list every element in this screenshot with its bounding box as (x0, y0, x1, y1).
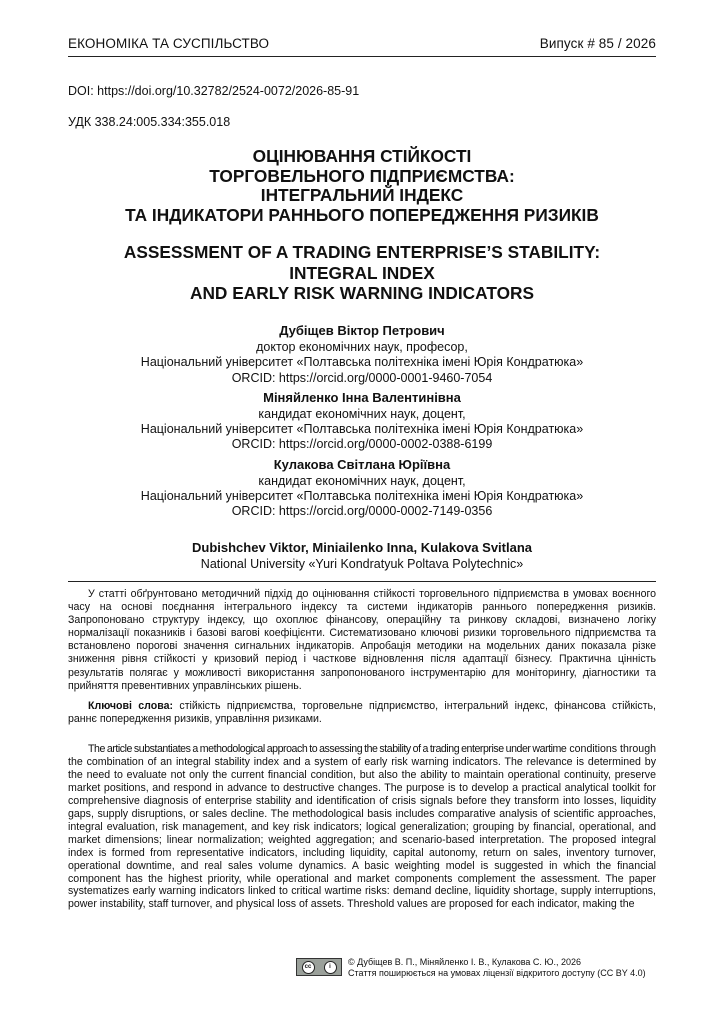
title-en-line: INTEGRAL INDEX (289, 262, 435, 283)
running-header (68, 36, 656, 51)
title-en-line: AND EARLY RISK WARNING INDICATORS (189, 283, 535, 303)
license-terms: Стаття поширюється на умовах ліцензії відкритого доступу (CC BY 4.0) (348, 967, 646, 978)
journal-name: ЕКОНОМІКА ТА СУСПІЛЬСТВО (68, 36, 270, 51)
author-orcid[interactable]: ORCID: https://orcid.org/0000-0001-9460-7054 (231, 370, 493, 385)
cc-icon: cc (302, 961, 315, 974)
author-entry (68, 323, 656, 386)
issue-number: Випуск # 85 / 2026 (539, 36, 656, 51)
cc-by-license-icon[interactable] (296, 958, 342, 976)
author-entry (68, 390, 656, 453)
author-affiliation: Національний університет «Полтавська політехніка імені Юрія Кондратюка» (140, 489, 584, 504)
author-orcid[interactable]: ORCID: https://orcid.org/0000-0002-7149-0356 (231, 504, 493, 519)
abstract-english (68, 743, 656, 933)
author-name: Дубіщев Віктор Петрович (279, 323, 445, 338)
abstract-en-body: conditions through the combination of an integral stability index and a system of early risk warning indicators. The relevance is determined by the need to evaluate not only the current financial condition, but also the ability to maintain operational continuity, preserve market positions, and respond in advance to destructive changes. The purpose is to develop a practical analytical toolkit for comprehensive diagnosis of enterprise stability and identification of crisis signals before they transform into losses, liquidity gaps, supply disruptions, or sales decline. The methodological basis includes comparative analysis of scientific approaches, integral evaluation, risk management, and key risk indicators; logical generalization; grouping by financial, operational, and market dimensions; linear normalization; weighted aggregation; and scenario-based interpretation. The proposed integral index is formed from representative indicators, including liquidity, capital autonomy, return on sales, inventory turnover, operational downtime, and real sales volume dynamics. A basic weighting model is suggested in which the financial component has the highest priority, while operational and market components complement the assessment. The paper systematizes early warning indicators linked to critical wartime risks: demand decline, liquidity shortage, supply interruptions, power instability, staff turnover, and physical loss of assets. Threshold values are proposed for each indicator, making the (68, 743, 656, 911)
authors-en-names: Dubishchev Viktor, Miniailenko Inna, Kulakova Svitlana (191, 540, 533, 555)
abstract-en-first-line: The article substantiates a methodological approach to assessing the stability of a trading enterprise under wartime (88, 743, 567, 755)
title-en-line: ASSESSMENT OF A TRADING ENTERPRISE’S STABILITY: (123, 242, 601, 262)
author-degree: кандидат економічних наук, доцент, (258, 407, 466, 422)
title-ukrainian (60, 147, 664, 225)
udk-line: УДК 338.24:005.334:355.018 (68, 115, 231, 129)
title-english (60, 242, 664, 304)
license-text (348, 957, 646, 978)
keywords-label: Ключові слова: (88, 700, 174, 712)
author-affiliation: Національний університет «Полтавська політехніка імені Юрія Кондратюка» (140, 422, 584, 437)
title-ua-line: ТА ІНДИКАТОРИ РАННЬОГО ПОПЕРЕДЖЕННЯ РИЗИКІВ (125, 204, 599, 225)
author-affiliation: Національний університет «Полтавська політехніка імені Юрія Кондратюка» (140, 355, 584, 370)
title-ua-line: ОЦІНЮВАННЯ СТІЙКОСТІ (252, 146, 472, 166)
doi-line[interactable]: DOI: https://doi.org/10.32782/2524-0072/2026-85-91 (68, 84, 360, 98)
keywords (68, 700, 656, 726)
author-block-english (68, 540, 656, 572)
author-degree: доктор економічних наук, професор, (256, 340, 468, 355)
title-ua-line: ТОРГОВЕЛЬНОГО ПІДПРИЄМСТВА: (209, 165, 515, 186)
license-notice (296, 957, 646, 978)
abstract-ukrainian: У статті обґрунтовано методичний підхід до оцінювання стійкості торговельного підприємства в умовах воєнного часу на основі поєднання інтегрального індексу та системи індикаторів раннього попередження ризиків. Запропоновано структуру індексу, що охоплює фінансову, операційну та ринкову складові, визначено логіку нормалізації показників і базові вагові коефіцієнти. Систематизовано ключові ризики торговельного підприємства та встановлено порогові значення сигнальних індикаторів. Апробація методики на модельних даних показала різке зниження рівня стійкості у кризовий період і часткове відновлення після адаптації бізнесу. Практична цінність результатів полягає у можливості використання запропонованого інструментарію для моніторингу, діагностики та прийняття превентивних управлінських рішень. (68, 588, 656, 692)
author-orcid[interactable]: ORCID: https://orcid.org/0000-0002-0388-6199 (231, 437, 493, 452)
attribution-icon: i (324, 961, 337, 974)
keywords-text: стійкість підприємства, торговельне підприємство, інтегральний індекс, фінансова стійкість, раннє попередження ризиків, управління ризиками. (68, 700, 657, 726)
authors-en-affiliation: National University «Yuri Kondratyuk Poltava Polytechnic» (200, 557, 524, 571)
author-block (68, 323, 656, 523)
author-entry (68, 457, 656, 520)
author-name: Кулакова Світлана Юріївна (273, 456, 451, 472)
copyright-line: © Дубіщев В. П., Міняйленко І. В., Кулакова С. Ю., 2026 (348, 957, 582, 967)
author-degree: кандидат економічних наук, доцент, (258, 473, 466, 488)
header-divider (68, 56, 656, 57)
author-name: Міняйленко Інна Валентинівна (263, 389, 461, 405)
section-divider (68, 581, 656, 582)
title-ua-line: ІНТЕГРАЛЬНИЙ ІНДЕКС (260, 185, 464, 205)
